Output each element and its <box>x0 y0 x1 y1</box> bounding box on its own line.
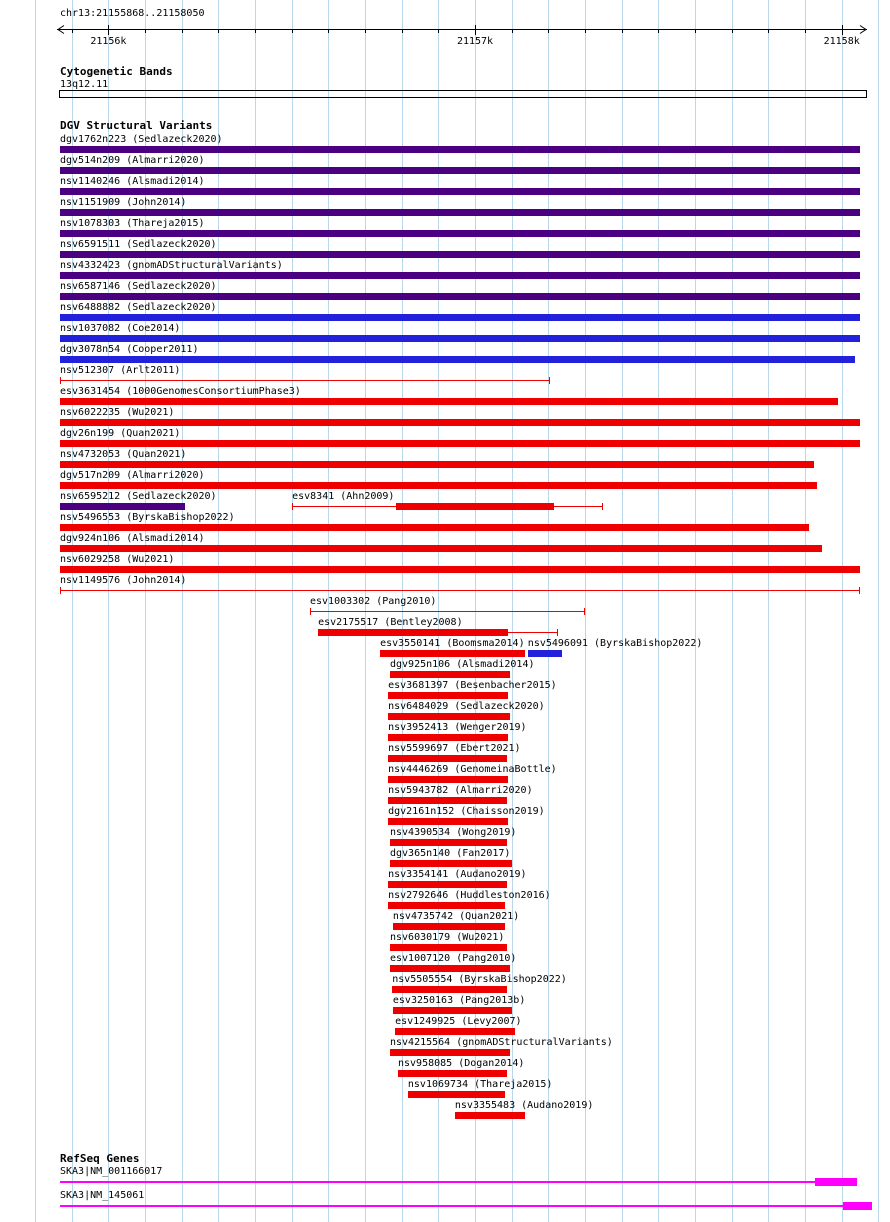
variant-bar[interactable] <box>528 650 562 657</box>
variant-label[interactable]: dgv365n140 (Fan2017) <box>390 848 511 859</box>
variant-label[interactable]: nsv1069734 (Thareja2015) <box>407 1079 553 1090</box>
variant-bar[interactable] <box>60 440 860 447</box>
variant-label[interactable]: esv1007120 (Pang2010) <box>390 953 517 964</box>
variant-bar[interactable] <box>393 1007 512 1014</box>
variant-bar[interactable] <box>60 482 817 489</box>
variant-label[interactable]: nsv1037082 (Coe2014) <box>60 323 181 334</box>
variant-bar[interactable] <box>60 293 860 300</box>
variant-bar[interactable] <box>455 1112 525 1119</box>
gene-label[interactable]: SKA3|NM_001166017 <box>60 1166 163 1177</box>
gridline <box>805 0 806 1222</box>
variant-bar[interactable] <box>388 902 505 909</box>
variant-bar[interactable] <box>388 818 508 825</box>
variant-label[interactable]: nsv5505554 (ByrskaBishop2022) <box>392 974 567 985</box>
ruler-minor-tick <box>438 29 439 33</box>
variant-bar[interactable] <box>60 251 860 258</box>
variant-bar[interactable] <box>388 797 507 804</box>
track-title-refseq: RefSeq Genes <box>60 1152 140 1165</box>
gene-exon[interactable] <box>815 1178 857 1186</box>
variant-bar[interactable] <box>398 1070 507 1077</box>
track-title-dgv: DGV Structural Variants <box>60 119 213 132</box>
variant-label[interactable]: esv1249925 (Levy2007) <box>395 1016 522 1027</box>
variant-bar[interactable] <box>393 923 505 930</box>
variant-label[interactable]: nsv3355483 (Audano2019) <box>454 1100 594 1111</box>
ruler-minor-tick <box>365 29 366 33</box>
variant-bar[interactable] <box>60 146 860 153</box>
variant-span-tick <box>292 503 293 510</box>
ruler-minor-tick <box>292 29 293 33</box>
gridline <box>622 0 623 1222</box>
variant-label[interactable]: nsv1078303 (Thareja2015) <box>60 218 205 229</box>
gene-line[interactable] <box>60 1181 857 1183</box>
variant-label[interactable]: nsv1149576 (John2014) <box>60 575 187 586</box>
variant-label[interactable]: nsv4446269 (GenomeinaBottle) <box>388 764 557 775</box>
cytoband-box <box>59 90 867 98</box>
variant-bar[interactable] <box>388 713 510 720</box>
ruler-minor-tick <box>658 29 659 33</box>
variant-bar[interactable] <box>380 650 525 657</box>
variant-label[interactable]: esv8341 (Ahn2009) <box>292 491 395 502</box>
variant-label[interactable]: nsv6595212 (Sedlazeck2020) <box>60 491 217 502</box>
variant-label[interactable]: nsv958085 (Dogan2014) <box>398 1058 525 1069</box>
variant-bar[interactable] <box>392 986 507 993</box>
variant-span-tick <box>310 608 311 615</box>
variant-bar[interactable] <box>388 776 508 783</box>
gridline <box>292 0 293 1222</box>
gridline <box>732 0 733 1222</box>
variant-label[interactable]: nsv512307 (Arlt2011) <box>60 365 181 376</box>
variant-bar[interactable] <box>60 419 860 426</box>
variant-label[interactable]: nsv6591511 (Sedlazeck2020) <box>60 239 217 250</box>
track-title-cytobands: Cytogenetic Bands <box>60 65 173 78</box>
variant-bar[interactable] <box>408 1091 505 1098</box>
variant-bar[interactable] <box>395 1028 515 1035</box>
variant-span-tick <box>602 503 603 510</box>
ruler-minor-tick <box>732 29 733 33</box>
variant-span-tick <box>859 587 860 594</box>
variant-bar[interactable] <box>390 944 507 951</box>
variant-bar[interactable] <box>396 503 554 510</box>
variant-span-tick <box>60 587 61 594</box>
variant-bar[interactable] <box>60 335 860 342</box>
variant-label[interactable]: esv2175517 (Bentley2008) <box>318 617 463 628</box>
ruler-minor-tick <box>548 29 549 33</box>
ruler-minor-tick <box>512 29 513 33</box>
variant-label[interactable]: nsv4390534 (Wong2019) <box>390 827 517 838</box>
variant-label[interactable]: esv3250163 (Pang2013b) <box>392 995 526 1006</box>
ruler-minor-tick <box>182 29 183 33</box>
variant-bar[interactable] <box>388 755 507 762</box>
variant-bar[interactable] <box>388 881 507 888</box>
gene-label[interactable]: SKA3|NM_145061 <box>60 1190 145 1201</box>
variant-bar[interactable] <box>60 398 838 405</box>
variant-label[interactable]: nsv4332423 (gnomADStructuralVariants) <box>60 260 283 271</box>
variant-span-line[interactable] <box>60 590 860 591</box>
variant-label[interactable]: nsv5599697 (Ebert2021) <box>388 743 521 754</box>
variant-label[interactable]: nsv3952413 (Wenger2019) <box>388 722 527 733</box>
variant-label[interactable]: nsv1140246 (Alsmadi2014) <box>60 176 205 187</box>
ruler-minor-tick <box>805 29 806 33</box>
gene-line[interactable] <box>60 1205 872 1207</box>
variant-label[interactable]: nsv2792646 (Huddleston2016) <box>388 890 551 901</box>
variant-label[interactable]: nsv1151909 (John2014) <box>60 197 187 208</box>
region-label: chr13:21155868..21158050 <box>60 8 205 19</box>
ruler-minor-tick <box>585 29 586 33</box>
variant-span-tick <box>60 377 61 384</box>
variant-label[interactable]: dgv26n199 (Quan2021) <box>60 428 181 439</box>
variant-bar[interactable] <box>60 545 822 552</box>
gridline <box>658 0 659 1222</box>
variant-span-tick <box>584 608 585 615</box>
variant-label[interactable]: nsv3354141 (Audano2019) <box>388 869 527 880</box>
variant-bar[interactable] <box>390 1049 510 1056</box>
variant-label[interactable]: nsv5496553 (ByrskaBishop2022) <box>60 512 235 523</box>
ruler-tick-label: 21157k <box>456 36 494 47</box>
variant-label[interactable]: nsv6022235 (Wu2021) <box>60 407 175 418</box>
variant-bar[interactable] <box>60 461 814 468</box>
variant-label[interactable]: dgv514n209 (Almarri2020) <box>60 155 205 166</box>
variant-span-tick <box>557 629 558 636</box>
variant-span-line[interactable] <box>60 380 550 381</box>
variant-label[interactable]: nsv4215564 (gnomADStructuralVariants) <box>390 1037 613 1048</box>
gene-exon[interactable] <box>843 1202 872 1210</box>
ruler-minor-tick <box>218 29 219 33</box>
ruler-tick-label: 21156k <box>90 36 127 47</box>
variant-label[interactable]: nsv4732053 (Quan2021) <box>60 449 187 460</box>
variant-bar[interactable] <box>60 356 855 363</box>
variant-bar[interactable] <box>60 566 860 573</box>
ruler-minor-tick <box>695 29 696 33</box>
gridline <box>695 0 696 1222</box>
gridline <box>35 0 36 1222</box>
gridline <box>842 0 843 1222</box>
gridline <box>878 0 879 1222</box>
variant-bar[interactable] <box>388 734 508 741</box>
variant-label[interactable]: dgv3078n54 (Cooper2011) <box>60 344 199 355</box>
ruler-major-tick <box>108 25 109 35</box>
ruler-minor-tick <box>768 29 769 33</box>
variant-label[interactable]: esv3550141 (Boomsma2014) <box>380 638 525 649</box>
variant-label[interactable]: nsv6030179 (Wu2021) <box>390 932 505 943</box>
variant-bar[interactable] <box>60 524 809 531</box>
variant-bar[interactable] <box>60 314 860 321</box>
variant-label[interactable]: esv3631454 (1000GenomesConsortiumPhase3) <box>60 386 301 397</box>
ruler-major-tick <box>842 25 843 35</box>
variant-label[interactable]: nsv4735742 (Quan2021) <box>392 911 520 922</box>
variant-bar[interactable] <box>60 209 860 216</box>
ruler-tick-label: 21158k <box>823 36 860 47</box>
variant-label[interactable]: nsv6587146 (Sedlazeck2020) <box>60 281 217 292</box>
ruler-minor-tick <box>622 29 623 33</box>
variant-bar[interactable] <box>60 272 860 279</box>
ruler-major-tick <box>475 25 476 35</box>
variant-label[interactable]: dgv924n106 (Alsmadi2014) <box>60 533 205 544</box>
variant-label[interactable]: nsv5496091 (ByrskaBishop2022) <box>527 638 703 649</box>
variant-bar[interactable] <box>390 671 510 678</box>
variant-label[interactable]: dgv925n106 (Alsmadi2014) <box>390 659 535 670</box>
variant-label[interactable]: nsv6488882 (Sedlazeck2020) <box>60 302 217 313</box>
variant-label[interactable]: dgv1762n223 (Sedlazeck2020) <box>60 134 223 145</box>
variant-label[interactable]: dgv517n209 (Almarri2020) <box>60 470 205 481</box>
variant-bar[interactable] <box>390 860 512 867</box>
variant-label[interactable]: nsv5943782 (Almarri2020) <box>388 785 533 796</box>
variant-bar[interactable] <box>390 965 510 972</box>
variant-span-line[interactable] <box>310 611 585 612</box>
variant-label[interactable]: nsv6484029 (Sedlazeck2020) <box>388 701 545 712</box>
variant-label[interactable]: esv1003302 (Pang2010) <box>310 596 437 607</box>
gridline <box>768 0 769 1222</box>
ruler-minor-tick <box>255 29 256 33</box>
variant-label[interactable]: esv3681397 (Besenbacher2015) <box>388 680 557 691</box>
variant-bar[interactable] <box>60 188 860 195</box>
ruler-minor-tick <box>402 29 403 33</box>
variant-span-tick <box>549 377 550 384</box>
variant-bar[interactable] <box>390 839 507 846</box>
variant-label[interactable]: dgv2161n152 (Chaisson2019) <box>388 806 545 817</box>
variant-bar[interactable] <box>60 230 860 237</box>
ruler-minor-tick <box>145 29 146 33</box>
ruler-minor-tick <box>72 29 73 33</box>
variant-bar[interactable] <box>60 503 185 510</box>
variant-bar[interactable] <box>318 629 508 636</box>
gridline <box>255 0 256 1222</box>
cytoband-label: 13q12.11 <box>60 79 109 90</box>
variant-bar[interactable] <box>388 692 508 699</box>
variant-bar[interactable] <box>60 167 860 174</box>
variant-label[interactable]: nsv6029258 (Wu2021) <box>60 554 175 565</box>
gridline <box>218 0 219 1222</box>
ruler-minor-tick <box>328 29 329 33</box>
